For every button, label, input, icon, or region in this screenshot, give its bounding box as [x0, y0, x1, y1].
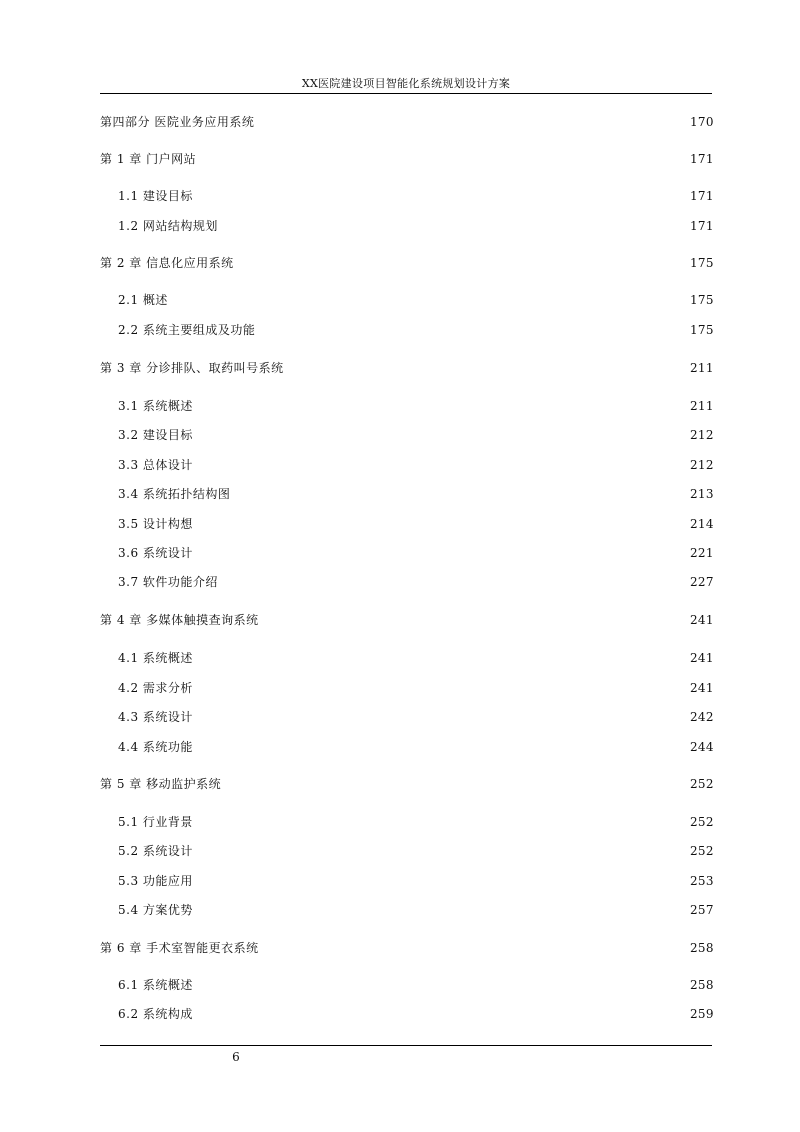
toc-dot-leader: [196, 514, 688, 534]
toc-entry-page: 242: [690, 710, 714, 724]
toc-section-entry[interactable]: [118, 1004, 712, 1024]
toc-chapter-entry[interactable]: [100, 358, 712, 378]
toc-entry-page: 244: [690, 740, 714, 754]
toc-entry-page: 213: [690, 487, 714, 501]
toc-entry-title: 3.5 设计构想: [118, 517, 193, 531]
toc-chapter-entry[interactable]: [100, 774, 712, 794]
toc-entry-title: 第四部分 医院业务应用系统: [100, 115, 255, 129]
toc-entry-page: 171: [690, 219, 714, 233]
toc-entry-page: 170: [690, 115, 714, 129]
footer-rule: [100, 1045, 712, 1046]
toc-dot-leader: [196, 737, 688, 757]
toc-entry-title: 4.1 系统概述: [118, 651, 193, 665]
toc-dot-leader: [196, 871, 688, 891]
toc-entry-page: 253: [690, 874, 714, 888]
toc-chapter-entry[interactable]: [100, 938, 712, 958]
toc-entry-title: 4.4 系统功能: [118, 740, 193, 754]
toc-entry-page: 175: [690, 323, 714, 337]
toc-chapter-entry[interactable]: [100, 149, 712, 169]
toc-entry-page: 171: [690, 152, 714, 166]
toc-entry-title: 第 3 章 分诊排队、取药叫号系统: [100, 361, 284, 375]
toc-section-entry[interactable]: [118, 572, 712, 592]
toc-entry-title: 2.2 系统主要组成及功能: [118, 323, 256, 337]
toc-chapter-entry[interactable]: [100, 112, 712, 132]
toc-entry-title: 第 6 章 手术室智能更衣系统: [100, 941, 259, 955]
toc-dot-leader: [196, 186, 688, 206]
toc-entry-page: 175: [690, 293, 714, 307]
toc-section-entry[interactable]: [118, 290, 712, 310]
toc-entry-title: 5.1 行业背景: [118, 815, 193, 829]
toc-dot-leader: [196, 678, 688, 698]
header-rule: [100, 93, 712, 94]
toc-section-entry[interactable]: [118, 648, 712, 668]
toc-dot-leader: [257, 112, 688, 132]
toc-entry-title: 3.1 系统概述: [118, 399, 193, 413]
toc-entry-page: 212: [690, 428, 714, 442]
toc-entry-page: 171: [690, 189, 714, 203]
page-number: 6: [232, 1050, 240, 1064]
toc-entry-page: 257: [690, 903, 714, 917]
toc-dot-leader: [196, 396, 688, 416]
toc-entry-title: 4.2 需求分析: [118, 681, 193, 695]
toc-section-entry[interactable]: [118, 396, 712, 416]
toc-entry-title: 4.3 系统设计: [118, 710, 193, 724]
toc-entry-title: 3.3 总体设计: [118, 458, 193, 472]
toc-section-entry[interactable]: [118, 812, 712, 832]
toc-section-entry[interactable]: [118, 320, 712, 340]
toc-dot-leader: [221, 572, 688, 592]
toc-dot-leader: [221, 216, 688, 236]
toc-dot-leader: [199, 149, 688, 169]
toc-dot-leader: [171, 290, 688, 310]
toc-section-entry[interactable]: [118, 900, 712, 920]
toc-entry-title: 3.4 系统拓扑结构图: [118, 487, 231, 501]
toc-entry-page: 252: [690, 777, 714, 791]
toc-dot-leader: [262, 610, 688, 630]
toc-section-entry[interactable]: [118, 975, 712, 995]
toc-dot-leader: [196, 648, 688, 668]
toc-dot-leader: [196, 841, 688, 861]
toc-entry-page: 252: [690, 815, 714, 829]
toc-dot-leader: [196, 707, 688, 727]
toc-section-entry[interactable]: [118, 737, 712, 757]
toc-entry-page: 212: [690, 458, 714, 472]
toc-entry-page: 214: [690, 517, 714, 531]
toc-entry-title: 6.1 系统概述: [118, 978, 193, 992]
toc-dot-leader: [196, 975, 688, 995]
toc-entry-title: 3.7 软件功能介绍: [118, 575, 218, 589]
toc-dot-leader: [196, 900, 688, 920]
toc-entry-page: 175: [690, 256, 714, 270]
toc-dot-leader: [233, 484, 688, 504]
toc-entry-page: 211: [690, 399, 714, 413]
toc-entry-page: 227: [690, 575, 714, 589]
toc-entry-title: 5.4 方案优势: [118, 903, 193, 917]
toc-dot-leader: [237, 253, 688, 273]
toc-section-entry[interactable]: [118, 871, 712, 891]
toc-entry-page: 259: [690, 1007, 714, 1021]
toc-entry-page: 241: [690, 613, 714, 627]
toc-section-entry[interactable]: [118, 455, 712, 475]
toc-entry-title: 第 5 章 移动监护系统: [100, 777, 222, 791]
toc-entry-page: 221: [690, 546, 714, 560]
toc-entry-title: 2.1 概述: [118, 293, 168, 307]
toc-dot-leader: [196, 455, 688, 475]
toc-entry-title: 1.2 网站结构规划: [118, 219, 218, 233]
toc-dot-leader: [196, 543, 688, 563]
toc-entry-page: 252: [690, 844, 714, 858]
toc-entry-title: 第 1 章 门户网站: [100, 152, 197, 166]
toc-entry-title: 5.3 功能应用: [118, 874, 193, 888]
toc-section-entry[interactable]: [118, 514, 712, 534]
toc-entry-title: 第 2 章 信息化应用系统: [100, 256, 234, 270]
toc-entry-page: 258: [690, 941, 714, 955]
toc-entry-title: 5.2 系统设计: [118, 844, 193, 858]
toc-entry-title: 6.2 系统构成: [118, 1007, 193, 1021]
toc-section-entry[interactable]: [118, 216, 712, 236]
toc-section-entry[interactable]: [118, 484, 712, 504]
toc-section-entry[interactable]: [118, 425, 712, 445]
toc-dot-leader: [287, 358, 688, 378]
toc-dot-leader: [262, 938, 688, 958]
toc-dot-leader: [224, 774, 688, 794]
toc-entry-page: 258: [690, 978, 714, 992]
toc-dot-leader: [258, 320, 688, 340]
toc-section-entry[interactable]: [118, 841, 712, 861]
toc-dot-leader: [196, 812, 688, 832]
toc-entry-page: 241: [690, 681, 714, 695]
toc-chapter-entry[interactable]: [100, 610, 712, 630]
toc-dot-leader: [196, 1004, 688, 1024]
page-header-title: XX医院建设项目智能化系统规划设计方案: [301, 77, 511, 90]
toc-dot-leader: [196, 425, 688, 445]
toc-section-entry[interactable]: [118, 678, 712, 698]
toc-section-entry[interactable]: [118, 543, 712, 563]
toc-section-entry[interactable]: [118, 186, 712, 206]
toc-chapter-entry[interactable]: [100, 253, 712, 273]
toc-entry-title: 3.2 建设目标: [118, 428, 193, 442]
toc-entry-title: 第 4 章 多媒体触摸查询系统: [100, 613, 259, 627]
toc-section-entry[interactable]: [118, 707, 712, 727]
toc-entry-page: 211: [690, 361, 714, 375]
toc-entry-title: 3.6 系统设计: [118, 546, 193, 560]
toc-entry-title: 1.1 建设目标: [118, 189, 193, 203]
toc-entry-page: 241: [690, 651, 714, 665]
